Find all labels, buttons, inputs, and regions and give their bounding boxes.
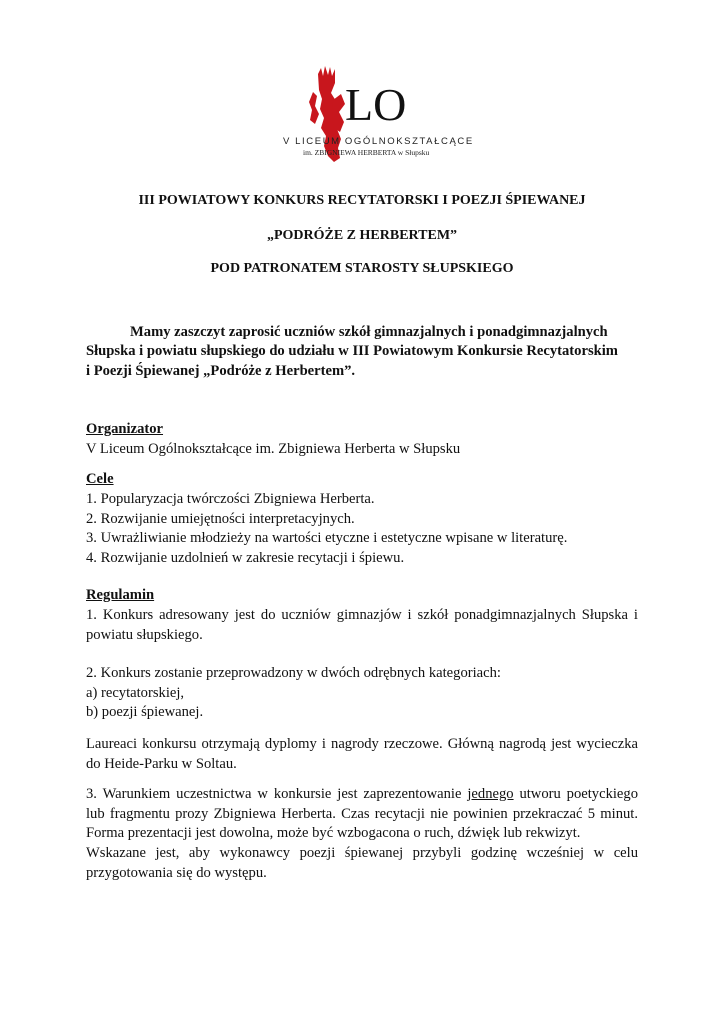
intro-line-3: i Poezji Śpiewanej „Podróże z Herbertem”. [86, 363, 356, 379]
logo-subtitle-school: V LICEUM OGÓLNOKSZTAŁCĄCE [283, 136, 474, 147]
underlined-word: jednego [467, 786, 514, 802]
intro-line-1: Mamy zaszczyt zaprosić uczniów szkół gimnazjalnych i ponadgimnazjalnych [130, 324, 608, 340]
goal-item-1: 1. Popularyzacja twórczości Zbigniewa Herberta. [86, 491, 375, 507]
section-title-rules: Regulamin [86, 587, 155, 603]
goal-item-2: 2. Rozwijanie umiejętności interpretacyjnych. [86, 511, 355, 527]
goal-item-4: 4. Rozwijanie uzdolnień w zakresie recytacji i śpiewu. [86, 550, 405, 566]
svg-text:LO: LO [345, 79, 407, 130]
rules-prizes-paragraph: Laureaci konkursu otrzymają dyplomy i nagrody rzeczowe. Główną nagrodą jest wycieczka do Heide-Parku w Soltau. [86, 736, 638, 772]
section-title-goals: Cele [86, 471, 114, 487]
heading-patronage: POD PATRONATEM STAROSTY SŁUPSKIEGO [210, 261, 514, 276]
logo-subtitle-patron: im. ZBIGNIEWA HERBERTA w Słupsku [303, 148, 430, 157]
organizer-text: V Liceum Ogólnokształcące im. Zbigniewa Herberta w Słupsku [86, 441, 461, 457]
rules-paragraph-3: 3. Warunkiem uczestnictwa w konkursie jest zaprezentowanie jednego utworu poetyckiego lub fragmentu prozy Zbigniewa Herberta. Czas recytacji nie powinien przekraczać 5 minut. Forma prezentacji jest dowolna, może być wzbogacona o ruch, dźwięk lub rekwizyt. [86, 786, 638, 841]
heading-contest-name: „PODRÓŻE Z HERBERTEM” [266, 228, 458, 243]
intro-line-2: Słupska i powiatu słupskiego do udziału w III Powiatowym Konkursie Recytatorskim [86, 343, 618, 359]
rules-category-a: a) recytatorskiej, [86, 685, 185, 701]
rules-paragraph-2: 2. Konkurs zostanie przeprowadzony w dwóch odrębnych kategoriach: [86, 665, 501, 681]
rules-paragraph-1: 1. Konkurs adresowany jest do uczniów gimnazjów i szkół ponadgimnazjalnych Słupska i powiatu słupskiego. [86, 607, 638, 643]
heading-contest-title: III POWIATOWY KONKURS RECYTATORSKI I POEZJI ŚPIEWANEJ [138, 193, 586, 208]
rules-paragraph-4: Wskazane jest, aby wykonawcy poezji śpiewanej przybyli godzinę wcześniej w celu przygotowania się do występu. [86, 845, 638, 881]
rules-category-b: b) poezji śpiewanej. [86, 704, 204, 720]
goal-item-3: 3. Uwrażliwianie młodzieży na wartości etyczne i estetyczne wpisane w literaturę. [86, 530, 568, 546]
section-title-organizer: Organizator [86, 421, 164, 437]
